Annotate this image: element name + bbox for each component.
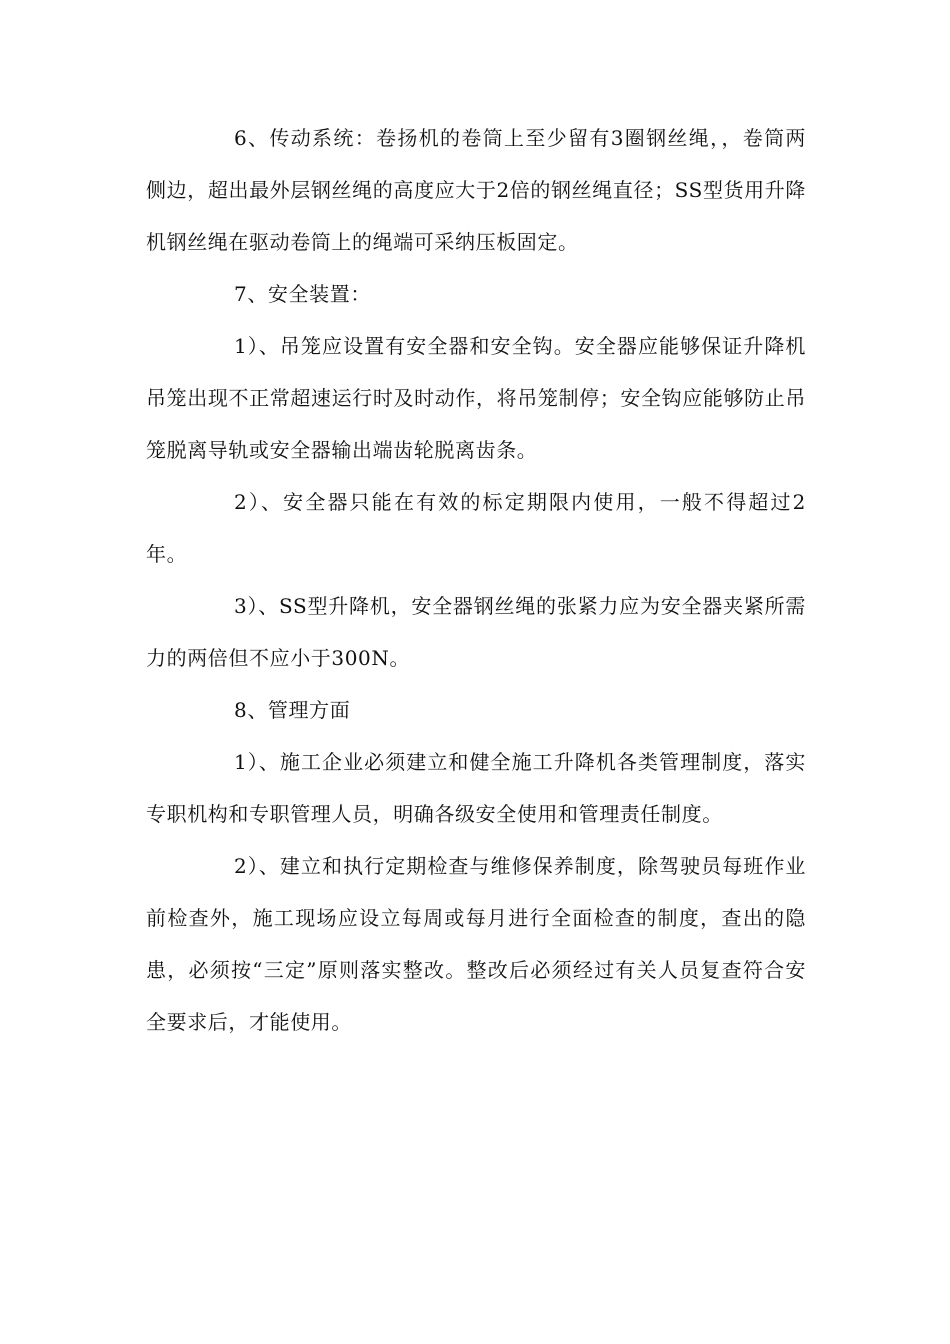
heading-management: 8、管理方面 — [234, 698, 351, 722]
paragraph-management-2: 2）、建立和执行定期检查与维修保养制度，除驾驶员每班作业前检查外，施工现场应设立每周或每月进行全面检查的制度，查出的隐患，必须按“三定”原则落实整改。整改后必须经过有关人员复查符合安全要求后，才能使用。 — [146, 854, 806, 1034]
paragraph-safety-device-2: 2）、安全器只能在有效的标定期限内使用，一般不得超过2年。 — [146, 490, 806, 566]
heading-safety-devices: 7、安全装置： — [234, 282, 371, 306]
paragraph-safety-device-3: 3）、SS型升降机，安全器钢丝绳的张紧力应为安全器夹紧所需力的两倍但不应小于300N。 — [146, 594, 806, 670]
document-body — [146, 112, 806, 1048]
paragraph-transmission-system: 6、传动系统：卷扬机的卷筒上至少留有3圈钢丝绳，，卷筒两侧边，超出最外层钢丝绳的高度应大于2倍的钢丝绳直径；SS型货用升降机钢丝绳在驱动卷筒上的绳端可采纳压板固定。 — [146, 126, 806, 254]
paragraph-management-1: 1）、施工企业必须建立和健全施工升降机各类管理制度，落实专职机构和专职管理人员，明确各级安全使用和管理责任制度。 — [146, 750, 806, 826]
paragraph-safety-device-1: 1）、吊笼应设置有安全器和安全钩。安全器应能够保证升降机吊笼出现不正常超速运行时及时动作，将吊笼制停；安全钩应能够防止吊笼脱离导轨或安全器输出端齿轮脱离齿条。 — [146, 334, 806, 462]
